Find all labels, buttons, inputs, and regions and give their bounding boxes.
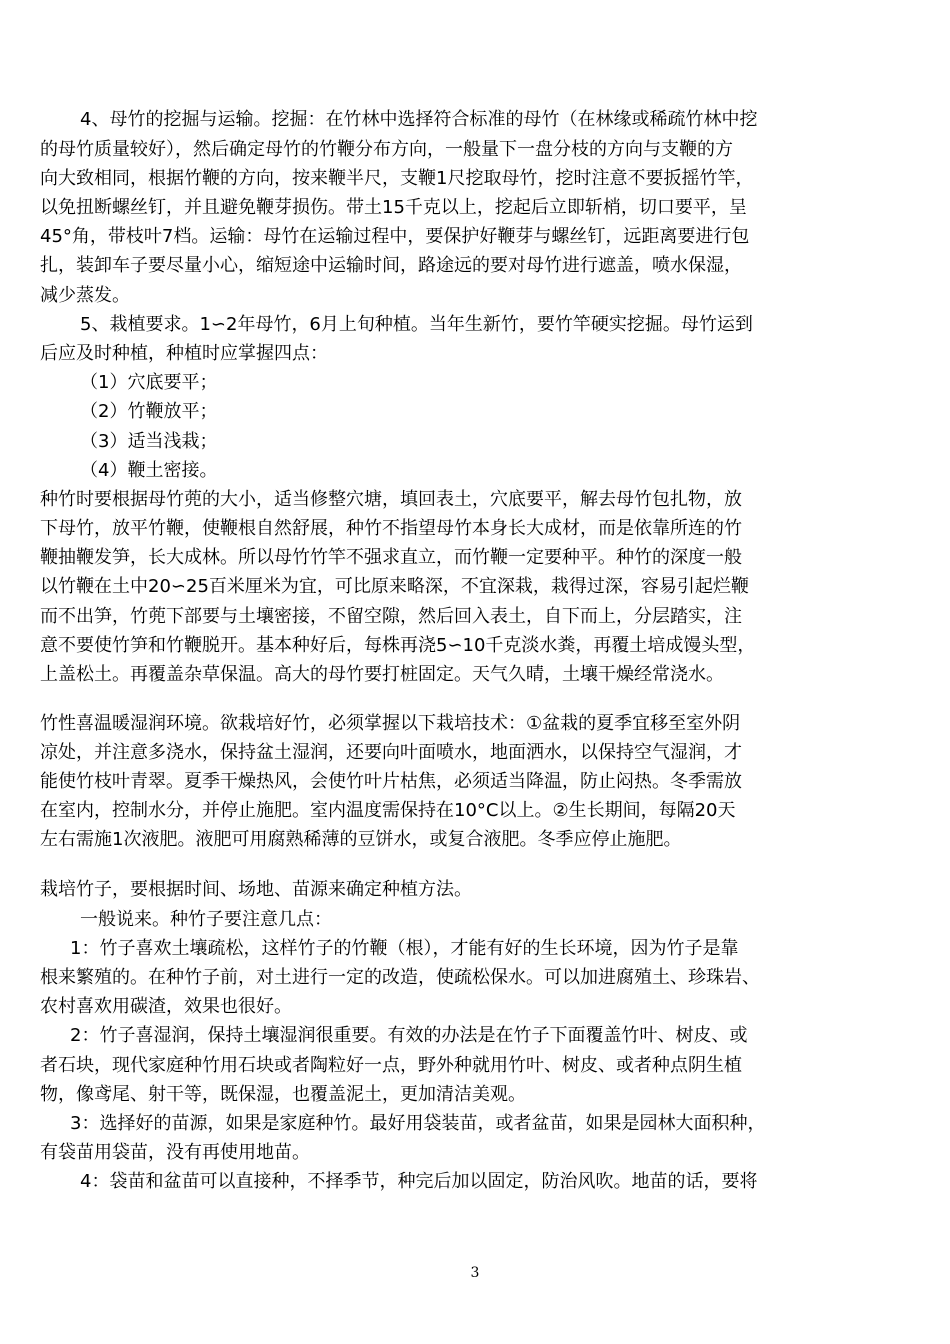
text-line: 意不要使竹笋和竹鞭脱开。基本种好后，每株再浇5∽10千克淡水粪，再覆土培成馒头型， <box>40 635 756 656</box>
text-line: 凉处，并注意多浇水，保持盆土湿润，还要向叶面喷水，地面洒水，以保持空气湿润，才 <box>40 742 742 763</box>
text-line: 左右需施1次液肥。液肥可用腐熟稀薄的豆饼水，或复合液肥。冬季应停止施肥。 <box>40 829 682 850</box>
text-line: 3：选择好的苗源，如果是家庭种竹。最好用袋装苗，或者盆苗，如果是园林大面积种， <box>70 1113 766 1134</box>
text-line: 栽培竹子，要根据时间、场地、苗源来确定种植方法。 <box>40 879 472 900</box>
text-line: 2：竹子喜湿润，保持土壤湿润很重要。有效的办法是在竹子下面覆盖竹叶、树皮、或 <box>70 1025 748 1046</box>
text-line: 上盖松土。再覆盖杂草保温。高大的母竹要打桩固定。天气久晴，土壤干燥经常浇水。 <box>40 664 724 685</box>
text-line: 一般说来。种竹子要注意几点： <box>80 909 332 930</box>
text-line: 者石块，现代家庭种竹用石块或者陶粒好一点，野外种就用竹叶、树皮、或者种点阴生植 <box>40 1055 742 1076</box>
text-line: （2）竹鞭放平； <box>80 401 218 422</box>
page-number: 3 <box>470 1265 480 1281</box>
text-line: 在室内，控制水分，并停止施肥。室内温度需保持在10°C以上。②生长期间，每隔20天 <box>40 800 736 821</box>
text-line: 45°角，带枝叶7档。运输：母竹在运输过程中，要保护好鞭芽与螺丝钉，远距离要进行包 <box>40 226 750 247</box>
text-line: （4）鞭土密接。 <box>80 460 218 481</box>
text-line: 4、母竹的挖掘与运输。挖掘：在竹林中选择符合标准的母竹（在林缘或稀疏竹林中挖 <box>80 109 758 130</box>
text-line: 扎，装卸车子要尽量小心，缩短途中运输时间，路途远的要对母竹进行遮盖，喷水保湿， <box>40 255 742 276</box>
text-line: （1）穴底要平； <box>80 372 218 393</box>
text-line: 竹性喜温暖湿润环境。欲栽培好竹，必须掌握以下栽培技术：①盆栽的夏季宜移至室外阴 <box>40 713 741 734</box>
text-line: 而不出笋，竹蔸下部要与土壤密接，不留空隙，然后回入表土，自下而上，分层踏实，注 <box>40 606 742 627</box>
text-line: 以免扭断螺丝钉，并且避免鞭芽损伤。带土15千克以上，挖起后立即斩梢，切口要平，呈 <box>40 197 747 218</box>
text-line: 后应及时种植，种植时应掌握四点： <box>40 343 328 364</box>
text-line: 1：竹子喜欢土壤疏松，这样竹子的竹鞭（根），才能有好的生长环境，因为竹子是靠 <box>70 938 739 959</box>
text-line: 鞭抽鞭发笋，长大成林。所以母竹竹竿不强求直立，而竹鞭一定要种平。种竹的深度一般 <box>40 547 742 568</box>
text-line: 物，像鸢尾、射干等，既保湿，也覆盖泥土，更加清洁美观。 <box>40 1084 526 1105</box>
text-line: （3）适当浅栽； <box>80 431 218 452</box>
text-line: 向大致相同，根据竹鞭的方向，按来鞭半尺，支鞭1尺挖取母竹，挖时注意不要扳摇竹竿， <box>40 168 754 189</box>
text-line: 农村喜欢用碳渣，效果也很好。 <box>40 996 292 1017</box>
text-line: 减少蒸发。 <box>40 285 130 306</box>
text-line: 下母竹，放平竹鞭，使鞭根自然舒展，种竹不指望母竹本身长大成材，而是依靠所连的竹 <box>40 518 742 539</box>
text-line: 以竹鞭在土中20∽25百米厘米为宜，可比原来略深，不宜深栽，栽得过深，容易引起烂鞭 <box>40 576 749 597</box>
text-line: 根来繁殖的。在种竹子前，对土进行一定的改造，使疏松保水。可以加进腐殖土、珍珠岩、 <box>40 967 760 988</box>
text-line: 有袋苗用袋苗，没有再使用地苗。 <box>40 1142 310 1163</box>
text-line: 能使竹枝叶青翠。夏季干燥热风，会使竹叶片枯焦，必须适当降温，防止闷热。冬季需放 <box>40 771 742 792</box>
text-line: 的母竹质量较好），然后确定母竹的竹鞭分布方向，一般量下一盘分枝的方向与支鞭的方 <box>40 139 733 160</box>
text-line: 种竹时要根据母竹蔸的大小，适当修整穴塘，填回表土，穴底要平，解去母竹包扎物，放 <box>40 489 742 510</box>
text-line: 4：袋苗和盆苗可以直接种，不择季节，种完后加以固定，防治风吹。地苗的话，要将 <box>80 1171 758 1192</box>
text-line: 5、栽植要求。1∽2年母竹，6月上旬种植。当年生新竹，要竹竿硬实挖掘。母竹运到 <box>80 314 753 335</box>
